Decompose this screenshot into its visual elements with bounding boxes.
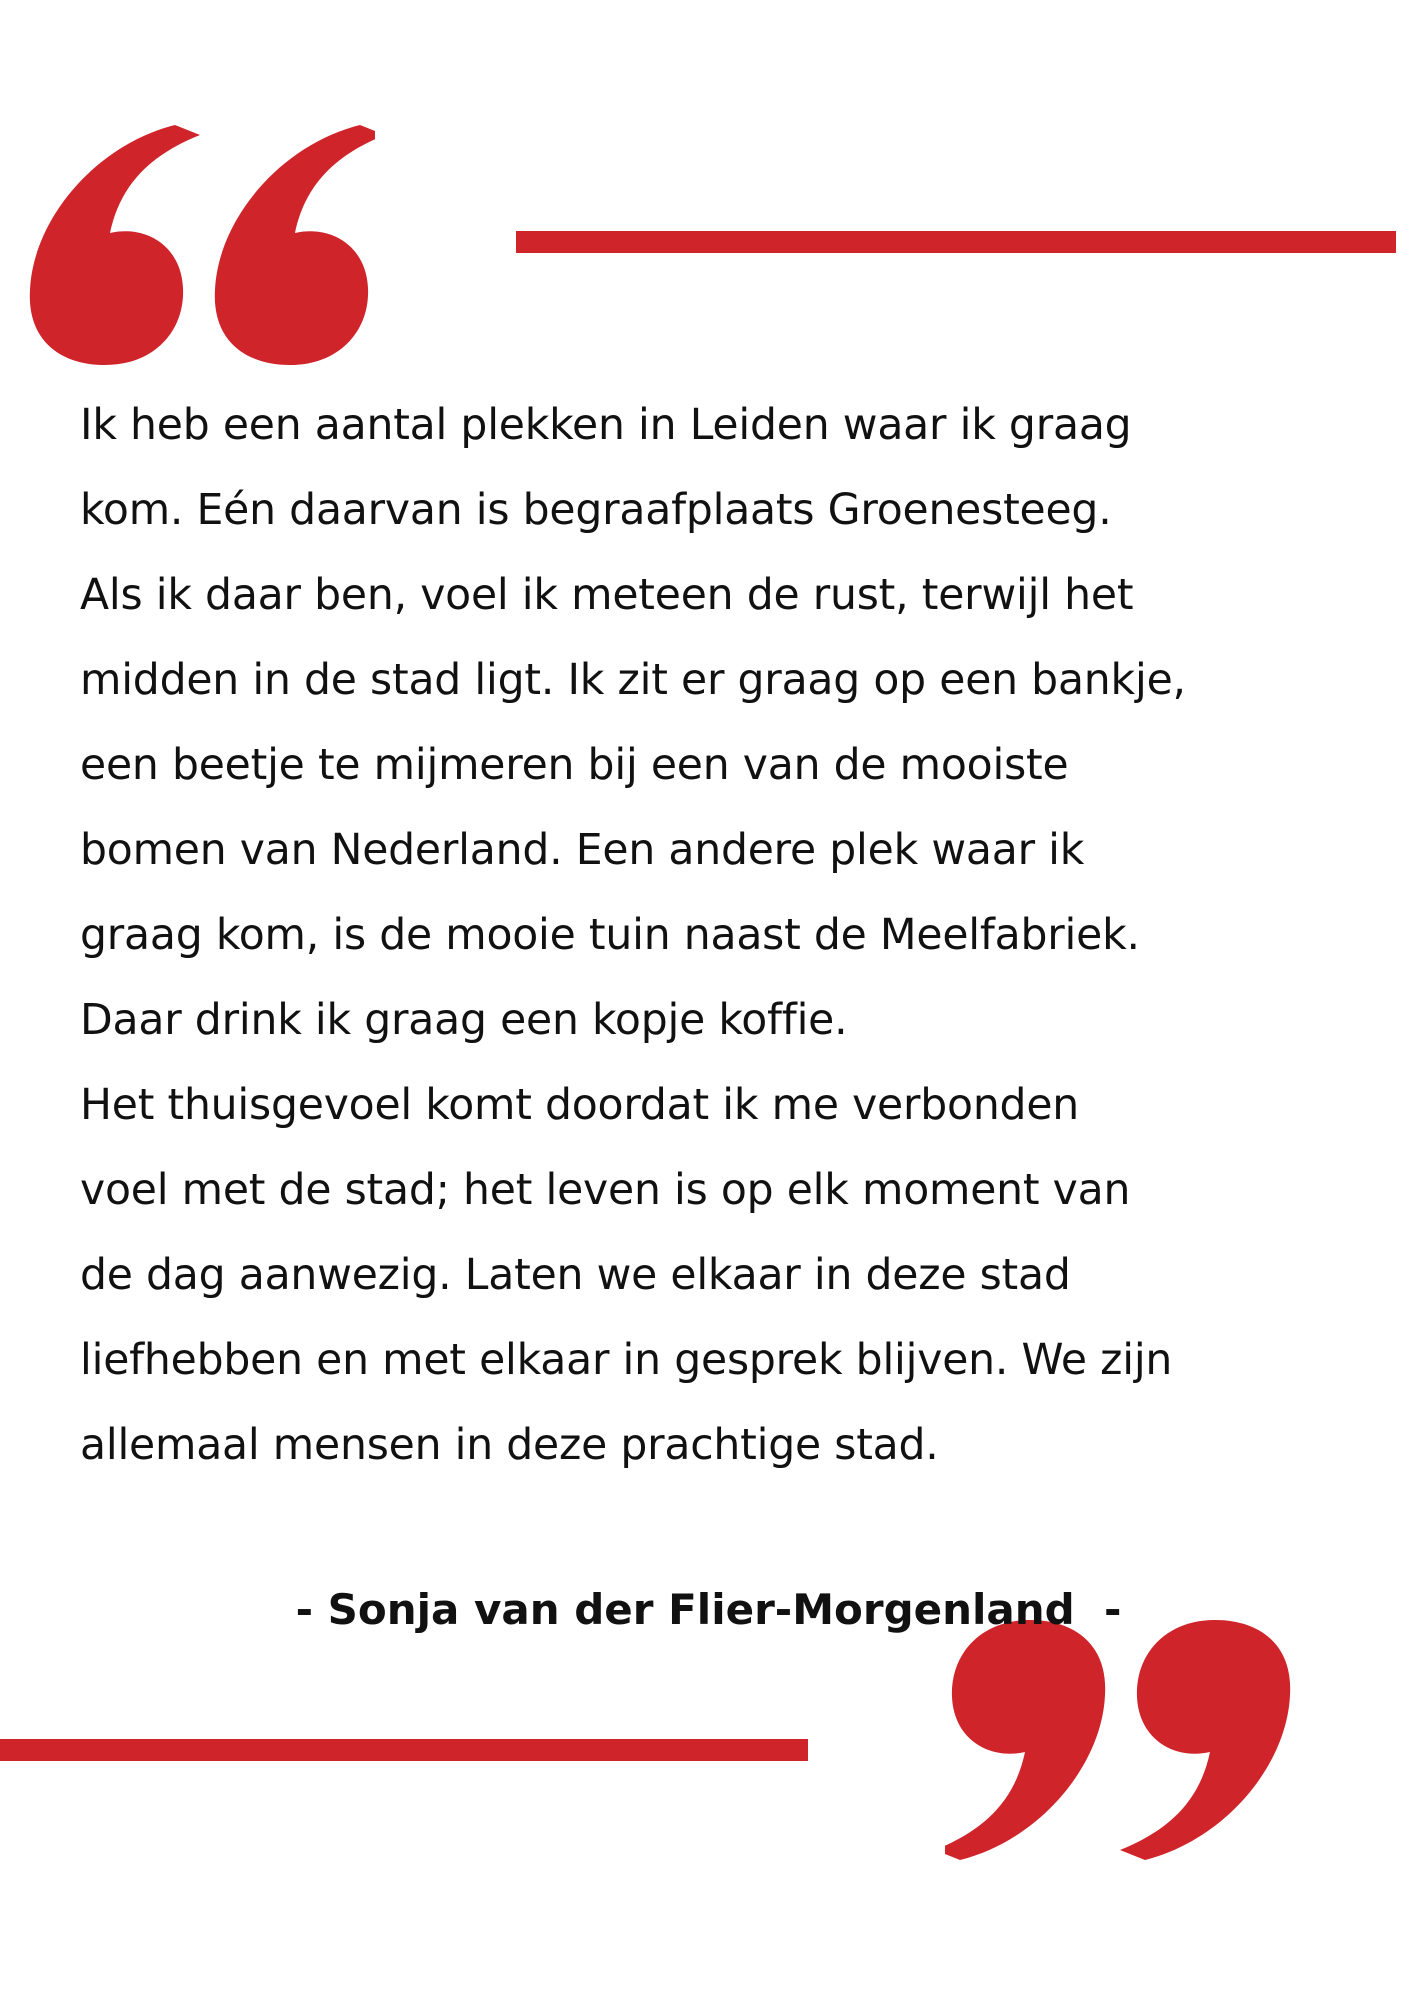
quote-text bbox=[80, 383, 1350, 1488]
quote-line: Het thuisgevoel komt doordat ik me verbonden bbox=[80, 1081, 1080, 1130]
quote-line: Ik heb een aantal plekken in Leiden waar ik graag bbox=[80, 401, 1132, 450]
quote-line: liefhebben en met elkaar in gesprek blijven. We zijn bbox=[80, 1336, 1173, 1385]
quote-line: bomen van Nederland. Een andere plek waar ik bbox=[80, 826, 1085, 875]
quote-line: kom. Eén daarvan is begraafplaats Groenesteeg. bbox=[80, 486, 1112, 535]
quote-line: midden in de stad ligt. Ik zit er graag op een bankje, bbox=[80, 656, 1186, 705]
quote-line: allemaal mensen in deze prachtige stad. bbox=[80, 1421, 939, 1470]
quote-line: voel met de stad; het leven is op elk moment van bbox=[80, 1166, 1131, 1215]
top-accent-rule bbox=[516, 231, 1396, 253]
quote-line: Daar drink ik graag een kopje koffie. bbox=[80, 996, 848, 1045]
quote-attribution: - Sonja van der Flier-Morgenland - bbox=[295, 1585, 1122, 1634]
quote-line: de dag aanwezig. Laten we elkaar in deze stad bbox=[80, 1251, 1071, 1300]
closing-quotation-mark-icon bbox=[945, 1620, 1295, 1860]
quote-line: een beetje te mijmeren bij een van de mooiste bbox=[80, 741, 1069, 790]
opening-quotation-mark-icon bbox=[25, 125, 375, 365]
bottom-accent-rule bbox=[0, 1739, 808, 1761]
quote-line: graag kom, is de mooie tuin naast de Meelfabriek. bbox=[80, 911, 1140, 960]
quote-line: Als ik daar ben, voel ik meteen de rust, terwijl het bbox=[80, 571, 1134, 620]
